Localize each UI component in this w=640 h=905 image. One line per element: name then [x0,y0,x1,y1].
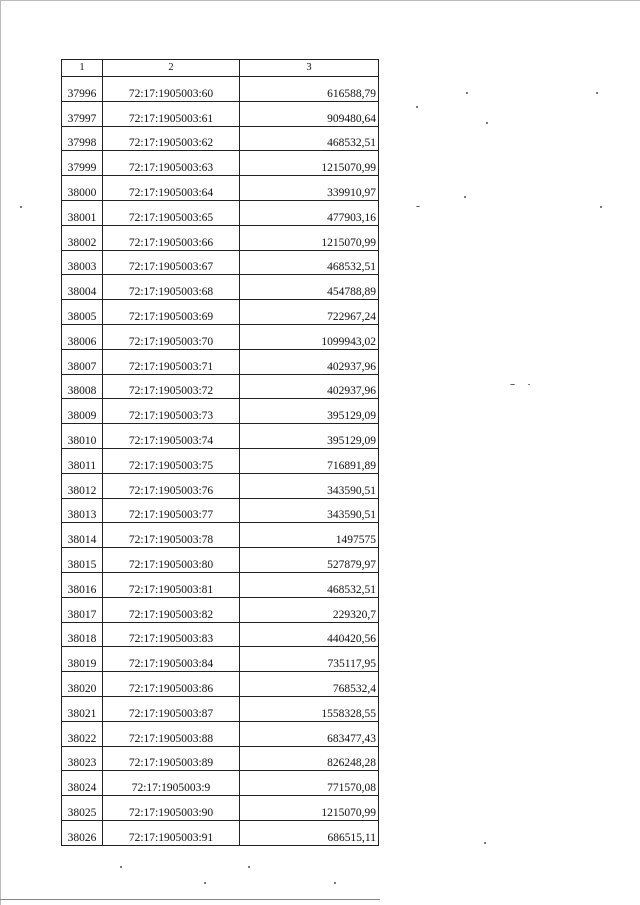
table-row [62,771,379,796]
cadastral-value: 454788,89 [240,275,379,300]
header-col-1: 1 [62,60,103,77]
scan-speck [464,196,466,198]
cadastral-value: 343590,51 [240,498,379,523]
table-row [62,374,379,399]
row-number: 38023 [62,746,103,771]
cadastral-number: 72:17:1905003:76 [103,473,240,498]
cadastral-value: 468532,51 [240,250,379,275]
table-row [62,597,379,622]
cadastral-number: 72:17:1905003:90 [103,796,240,821]
scan-speck [20,206,22,208]
table-row [62,647,379,672]
table-row [62,796,379,821]
table-row [62,300,379,325]
row-number: 38003 [62,250,103,275]
row-number: 38000 [62,176,103,201]
row-number: 38009 [62,399,103,424]
cadastral-number: 72:17:1905003:60 [103,77,240,102]
table-row [62,473,379,498]
cadastral-value: 716891,89 [240,448,379,473]
row-number: 38008 [62,374,103,399]
cadastral-value: 686515,11 [240,820,379,845]
cadastral-number: 72:17:1905003:66 [103,225,240,250]
table-row [62,746,379,771]
table-row [62,225,379,250]
table-row [62,548,379,573]
cadastral-number: 72:17:1905003:80 [103,548,240,573]
row-number: 38026 [62,820,103,845]
table-row [62,176,379,201]
row-number: 38016 [62,572,103,597]
cadastral-value: 343590,51 [240,473,379,498]
row-number: 38018 [62,622,103,647]
row-number: 38006 [62,324,103,349]
cadastral-number: 72:17:1905003:64 [103,176,240,201]
cadastral-number: 72:17:1905003:74 [103,424,240,449]
cadastral-number: 72:17:1905003:63 [103,151,240,176]
cadastral-number: 72:17:1905003:87 [103,696,240,721]
table-row [62,275,379,300]
table-row [62,126,379,151]
cadastral-number: 72:17:1905003:71 [103,349,240,374]
row-number: 38005 [62,300,103,325]
row-number: 38019 [62,647,103,672]
row-number: 38017 [62,597,103,622]
row-number: 37997 [62,101,103,126]
cadastral-value: 909480,64 [240,101,379,126]
row-number: 38011 [62,448,103,473]
table-row [62,101,379,126]
cadastral-value: 1099943,02 [240,324,379,349]
scan-speck [596,92,598,94]
row-number: 38002 [62,225,103,250]
cadastral-value: 395129,09 [240,399,379,424]
scan-speck [484,842,486,844]
cadastral-number: 72:17:1905003:89 [103,746,240,771]
cadastral-number: 72:17:1905003:61 [103,101,240,126]
row-number: 37999 [62,151,103,176]
scan-speck [528,384,530,385]
table-row [62,349,379,374]
cadastral-number: 72:17:1905003:68 [103,275,240,300]
table-row [62,448,379,473]
cadastral-value: 771570,08 [240,771,379,796]
cadastral-number: 72:17:1905003:72 [103,374,240,399]
scan-speck [416,106,418,108]
row-number: 37998 [62,126,103,151]
table-row [62,523,379,548]
scan-speck [204,882,206,884]
scan-speck [120,866,122,868]
cadastral-number: 72:17:1905003:9 [103,771,240,796]
cadastral-number: 72:17:1905003:82 [103,597,240,622]
cadastral-value: 768532,4 [240,672,379,697]
cadastral-value: 229320,7 [240,597,379,622]
cadastral-number: 72:17:1905003:81 [103,572,240,597]
cadastral-value: 722967,24 [240,300,379,325]
header-col-2: 2 [103,60,240,77]
table-row [62,324,379,349]
table-row [62,572,379,597]
cadastral-value: 402937,96 [240,349,379,374]
cadastral-value: 339910,97 [240,176,379,201]
cadastral-value: 735117,95 [240,647,379,672]
cadastral-number: 72:17:1905003:69 [103,300,240,325]
table-row [62,399,379,424]
table-row [62,200,379,225]
row-number: 38010 [62,424,103,449]
cadastral-number: 72:17:1905003:78 [103,523,240,548]
row-number: 38024 [62,771,103,796]
cadastral-value: 527879,97 [240,548,379,573]
cadastral-value: 440420,56 [240,622,379,647]
row-number: 38004 [62,275,103,300]
table-row [62,696,379,721]
row-number: 38014 [62,523,103,548]
row-number: 38025 [62,796,103,821]
cadastral-number: 72:17:1905003:70 [103,324,240,349]
cadastral-value: 402937,96 [240,374,379,399]
cadastral-value: 468532,51 [240,126,379,151]
cadastral-value: 1215070,99 [240,225,379,250]
cadastral-value: 477903,16 [240,200,379,225]
scan-edge-left [0,0,1,905]
row-number: 38015 [62,548,103,573]
table-row [62,622,379,647]
row-number: 38021 [62,696,103,721]
table-row [62,250,379,275]
cadastral-number: 72:17:1905003:86 [103,672,240,697]
cadastral-value: 683477,43 [240,721,379,746]
table-row [62,721,379,746]
table-row [62,424,379,449]
cadastral-value: 616588,79 [240,77,379,102]
scan-speck [466,92,468,94]
cadastral-number: 72:17:1905003:77 [103,498,240,523]
cadastral-value: 1215070,99 [240,151,379,176]
cadastral-value: 1497575 [240,523,379,548]
row-number: 38013 [62,498,103,523]
cadastral-number: 72:17:1905003:65 [103,200,240,225]
cadastral-table [61,59,379,846]
scan-speck [416,206,420,207]
row-number: 38012 [62,473,103,498]
row-number: 38022 [62,721,103,746]
cadastral-number: 72:17:1905003:73 [103,399,240,424]
table-row [62,820,379,845]
cadastral-number: 72:17:1905003:75 [103,448,240,473]
cadastral-value: 395129,09 [240,424,379,449]
table-row [62,672,379,697]
scan-speck [248,866,250,868]
cadastral-number: 72:17:1905003:88 [103,721,240,746]
scan-speck [510,384,515,385]
scan-speck [334,882,336,884]
cadastral-value: 826248,28 [240,746,379,771]
cadastral-number: 72:17:1905003:91 [103,820,240,845]
cadastral-number: 72:17:1905003:62 [103,126,240,151]
table-row [62,151,379,176]
scan-speck [600,206,602,208]
table-header-row [62,60,379,77]
row-number: 38007 [62,349,103,374]
row-number: 38020 [62,672,103,697]
header-col-3: 3 [240,60,379,77]
cadastral-number: 72:17:1905003:67 [103,250,240,275]
cadastral-number: 72:17:1905003:84 [103,647,240,672]
cadastral-value: 1558328,55 [240,696,379,721]
table-row [62,498,379,523]
row-number: 38001 [62,200,103,225]
scan-edge-top [0,0,640,1]
cadastral-value: 1215070,99 [240,796,379,821]
scan-speck [486,122,488,124]
table-row [62,77,379,102]
scan-edge-bottom [0,899,380,900]
row-number: 37996 [62,77,103,102]
cadastral-number: 72:17:1905003:83 [103,622,240,647]
cadastral-value: 468532,51 [240,572,379,597]
